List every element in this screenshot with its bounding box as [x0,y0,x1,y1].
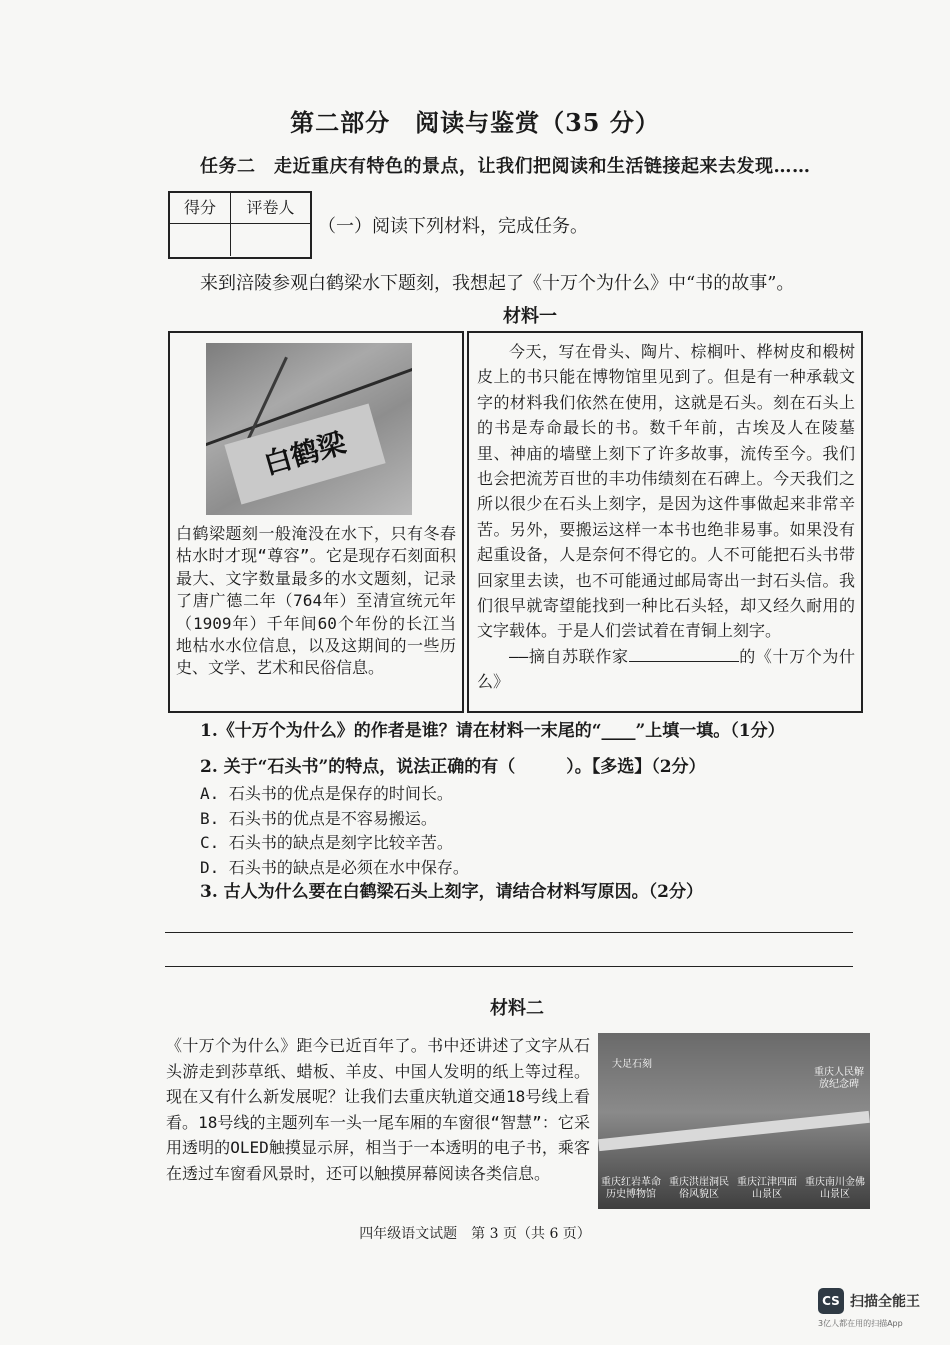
author-blank[interactable] [629,647,739,662]
score-label: 得分 [170,193,231,223]
material1-source: ——摘自苏联作家 的《十万个为什么》 [477,646,855,692]
material2-body: 《十万个为什么》距今已近百年了。书中还讲述了文字从石头游走到莎草纸、蜡板、羊皮、中国人发明的纸上等过程。现在又有什么新发展呢？让我们去重庆轨道交通18号线上看看。18号线的主题列车一头一尾车厢的车窗很“智慧”：它采用透明的OLED触摸显示屏，相当于一本透明的电子书，乘客在透过车窗看风景时，还可以触摸屏幕阅读各类信息。 [166,1036,590,1183]
photo-label-hongyadong: 重庆洪崖洞民俗风貌区 [669,1177,729,1200]
section-intro: 来到涪陵参观白鹤梁水下题刻，我想起了《十万个为什么》中“书的故事”。 [200,273,795,294]
photo-label-simianshan: 重庆江津四面山景区 [737,1177,797,1200]
question-1: 1.《十万个为什么》的作者是谁？请在材料一末尾的“____”上填一填。（1分） [200,721,785,741]
option-b[interactable]: B. 石头书的优点是不容易搬运。 [200,809,437,828]
score-box [168,191,312,259]
page-footer: 四年级语文试题 第 3 页（共 6 页） [359,1226,591,1242]
material1-caption-box [168,331,464,713]
material1-text-box [467,331,863,713]
baiheliang-photo [206,343,412,515]
scanner-tagline: 3亿人都在用的扫描App [818,1319,903,1328]
photo-caption: 白鹤梁题刻一般淹没在水下，只有冬春枯水时才现“尊容”。它是现存石刻面积最大、文字数量最多的水文题刻，记录了唐广德二年（764年）至清宣统元年（1909年）千年间60个年份的长江当地枯水水位信息，以及这期间的一些历史、文学、艺术和民俗信息。 [176,524,456,678]
scanner-logo-icon: CS [818,1288,844,1314]
scanner-watermark [818,1288,920,1314]
answer-line-1[interactable] [165,932,853,933]
material2-title: 材料二 [490,998,544,1019]
page-title: 第二部分 阅读与鉴赏（35 分） [290,108,660,137]
grader-cell[interactable] [231,224,310,256]
answer-line-2[interactable] [165,966,853,967]
photo-label-monument: 重庆人民解放纪念碑 [814,1067,864,1090]
score-cell[interactable] [170,224,231,256]
question-3: 3. 古人为什么要在白鹤梁石头上刻字，请结合材料写原因。（2分） [200,882,703,902]
photo-label-jinfoshan: 重庆南川金佛山景区 [805,1177,865,1200]
material1-title: 材料一 [503,306,557,327]
photo-label-hongyan: 重庆红岩革命历史博物馆 [601,1177,661,1200]
grader-label: 评卷人 [246,198,295,217]
scanner-name: 扫描全能王 [850,1294,920,1310]
option-d[interactable]: D. 石头书的缺点是必须在水中保存。 [200,858,469,877]
question-2: 2. 关于“石头书”的特点，说法正确的有（ ）。【多选】（2分） [200,757,706,777]
option-c[interactable]: C. 石头书的缺点是刻字比较辛苦。 [200,833,453,852]
option-a[interactable]: A. 石头书的优点是保存的时间长。 [200,784,453,803]
section-label: （一）阅读下列材料，完成任务。 [318,216,588,237]
train-window-photo [598,1033,870,1209]
photo-inscription: 白鹤梁 [224,404,385,505]
task-heading: 任务二 走近重庆有特色的景点，让我们把阅读和生活链接起来去发现…… [200,156,811,177]
photo-label-dazu: 大足石刻 [612,1059,652,1070]
material1-body: 今天，写在骨头、陶片、棕榈叶、桦树皮和椴树皮上的书只能在博物馆里见到了。但是有一种承载文字的材料我们依然在使用，这就是石头。刻在石头上的书是寿命最长的书。数千年前，古埃及人在陵墓里、神庙的墙壁上刻下了许多故事，流传至今。我们也会把流芳百世的丰功伟绩刻在石碑上。今天我们之所以很少在石头上刻字，是因为这件事做起来非常辛苦。另外，要搬运这样一本书也绝非易事。如果没有起重设备，人是奈何不得它的。人不可能把石头书带回家里去读，也不可能通过邮局寄出一封石头信。我们很早就寄望能找到一种比石头轻，却又经久耐用的文字载体。于是人们尝试着在青铜上刻字。 [477,342,855,641]
